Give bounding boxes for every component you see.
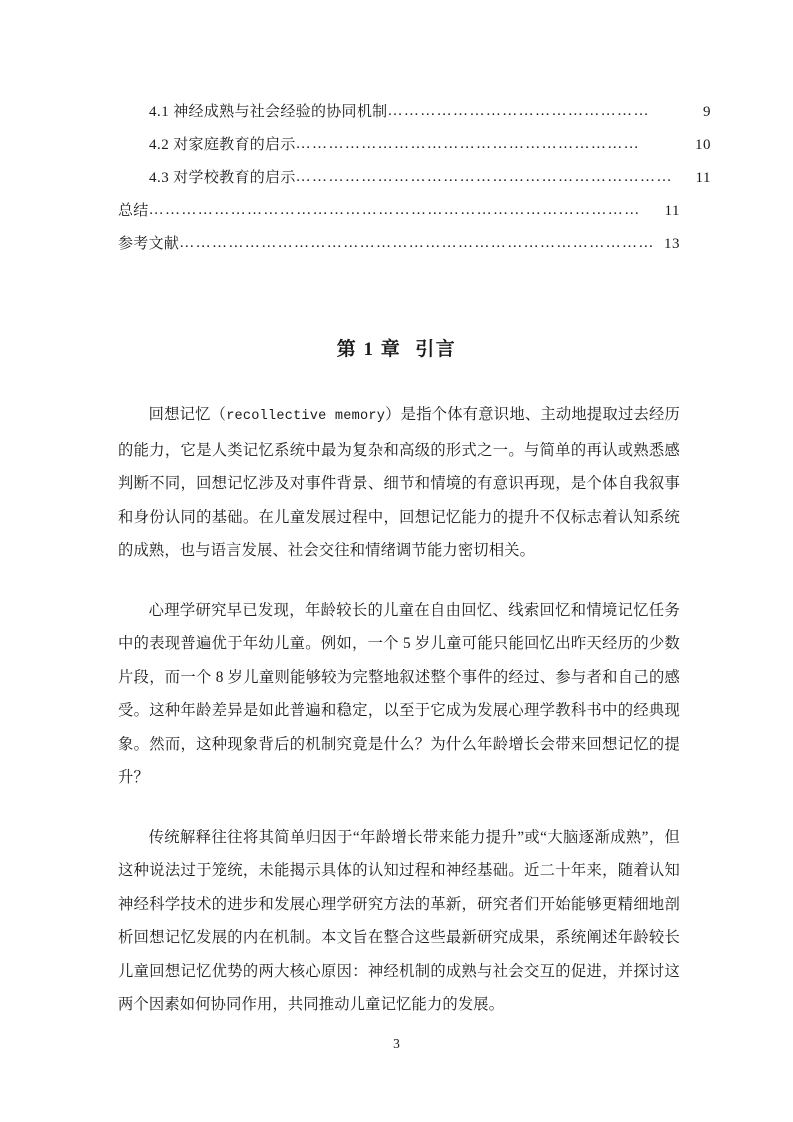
toc-dot-leader: ……………………………………………………………………………… [148, 202, 641, 218]
toc-entry[interactable] [118, 162, 711, 195]
chapter-title: 引言 [415, 339, 457, 360]
toc-dot-leader: ……………………………………………………… [295, 136, 641, 152]
toc-entry-number: 4.3 [149, 170, 170, 186]
page-number: 3 [393, 1036, 400, 1051]
body-paragraph [118, 821, 680, 1022]
toc-dot-leader: …………………………………………………………………………… [179, 235, 655, 251]
toc-entry-title: 对家庭教育的启示 [173, 137, 296, 153]
body-paragraph [118, 594, 680, 795]
toc-entry[interactable] [118, 195, 680, 228]
toc-entry-title: 参考文献 [118, 236, 180, 252]
toc-entry-number: 4.1 [149, 104, 170, 120]
paragraph-text-run: 心理学研究早已发现，年龄较长的儿童在自由回忆、线索回忆和情境记忆任务中的表现普遍优于年幼儿童。例如，一个 5 岁儿童可能只能回忆出昨天经历的少数片段，而一个 8 岁儿童则能够较为完整地叙述整个事件的经过、参与者和自己的感受。这种年龄差异是如此普遍和稳定，以至于它成为发展心理学教科书中的经典现象。然而，这种现象背后的机制究竟是什么？为什么年龄增长会带来回想记忆的提升？ [118, 601, 680, 786]
toc-dot-leader: ………………………………………… [387, 103, 650, 119]
inline-latin-term: recollective memory [226, 409, 386, 424]
toc-entry-title: 总结 [118, 203, 149, 219]
toc-entry-page-number: 11 [664, 203, 680, 219]
toc-entry[interactable] [118, 96, 711, 129]
toc-entry[interactable] [118, 228, 680, 261]
chapter-number-label: 第 1 章 [336, 339, 402, 360]
body-text [118, 398, 680, 1022]
paragraph-text-run: ）是指个体有意识地、主动地提取过去经历的能力，它是人类记忆系统中最为复杂和高级的形式之一。与简单的再认或熟悉感判断不同，回想记忆涉及对事件背景、细节和情境的有意识再现，是个体自我叙事和身份认同的基础。在儿童发展过程中，回想记忆能力的提升不仅标志着认知系统的成熟，也与语言发展、社会交往和情绪调节能力密切相关。 [118, 406, 680, 559]
paragraph-text-run: 回想记忆（ [148, 406, 227, 423]
toc-dot-leader: …………………………………………………………… [295, 169, 673, 185]
toc-entry-title: 对学校教育的启示 [173, 170, 296, 186]
toc-entry-number: 4.2 [149, 137, 170, 153]
toc-entry-page-number: 10 [695, 137, 711, 153]
toc-entry-title: 神经成熟与社会经验的协同机制 [173, 104, 388, 120]
toc-entry-page-number: 13 [664, 236, 680, 252]
toc-entry-page-number: 11 [695, 170, 711, 186]
chapter-heading [0, 334, 793, 361]
paragraph-text-run: 传统解释往往将其简单归因于“年龄增长带来能力提升”或“大脑逐渐成熟”，但这种说法过于笼统，未能揭示具体的认知过程和神经基础。近二十年来，随着认知神经科学技术的进步和发展心理学研究方法的革新，研究者们开始能够更精细地剖析回想记忆发展的内在机制。本文旨在整合这些最新研究成果，系统阐述年龄较长儿童回想记忆优势的两大核心原因：神经机制的成熟与社会交互的促进，并探讨这两个因素如何协同作用，共同推动儿童记忆能力的发展。 [118, 828, 680, 1013]
table-of-contents [118, 96, 711, 261]
body-paragraph [118, 398, 680, 568]
toc-entry-page-number: 9 [703, 104, 711, 120]
toc-entry[interactable] [118, 129, 711, 162]
